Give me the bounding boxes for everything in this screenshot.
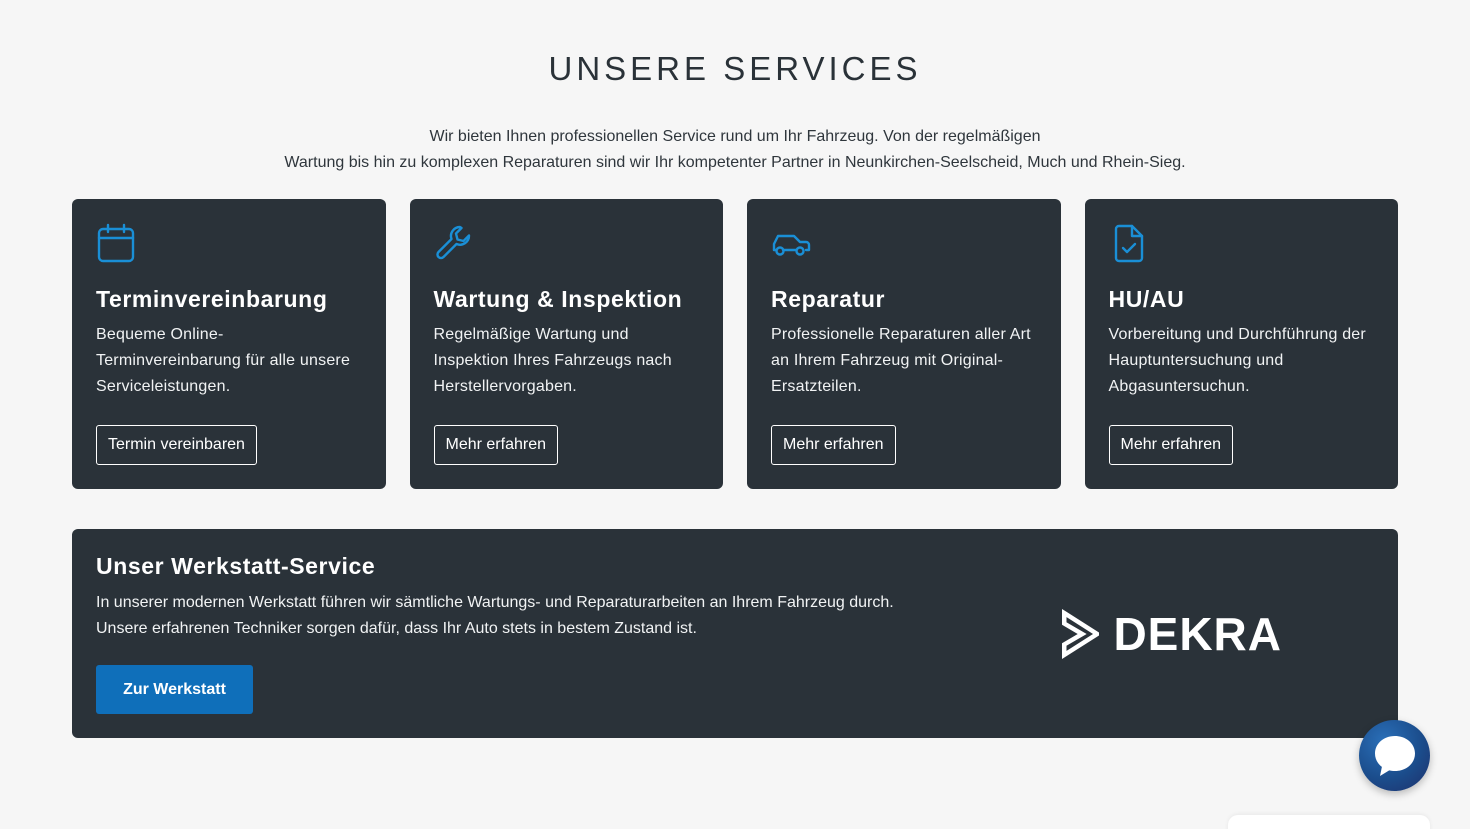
card-text: Vorbereitung und Durchführung der Hauptuntersuchung und Abgasuntersuchun. xyxy=(1108,326,1366,395)
corner-widget-panel xyxy=(1228,815,1430,829)
section-title: UNSERE SERVICES xyxy=(548,50,922,87)
card-text: Bequeme Online-Terminvereinbarung für alle unsere Serviceleistungen. xyxy=(96,326,351,395)
service-cards xyxy=(72,199,1398,489)
card-text: Professionelle Reparaturen aller Art an Ihrem Fahrzeug mit Original-Ersatzteilen. xyxy=(771,326,1031,395)
service-card-reparatur xyxy=(747,199,1061,489)
dekra-wordmark: DEKRA xyxy=(1113,608,1282,660)
section-intro xyxy=(0,124,1470,176)
document-check-icon xyxy=(1109,223,1149,263)
service-card-wartung xyxy=(410,199,724,489)
termin-vereinbaren-button[interactable]: Termin vereinbaren xyxy=(96,425,257,465)
intro-line-2: Wartung bis hin zu komplexen Reparaturen sind wir Ihr kompetenter Partner in Neunkirchen-Seelscheid, Much und Rhein-Sieg. xyxy=(284,154,1186,171)
workshop-text: In unserer modernen Werkstatt führen wir sämtliche Wartungs- und Reparaturarbeiten an Ihrem Fahrzeug durch. Unsere erfahrenen Techniker sorgen dafür, dass Ihr Auto stets in bestem Zustand ist. xyxy=(96,594,894,637)
car-icon xyxy=(771,223,811,263)
mehr-erfahren-button[interactable]: Mehr erfahren xyxy=(771,425,896,465)
dekra-logo xyxy=(1062,603,1282,665)
card-title: Wartung & Inspektion xyxy=(433,286,683,312)
chat-button[interactable] xyxy=(1359,720,1430,791)
dekra-mark-icon xyxy=(1062,604,1099,664)
intro-line-1: Wir bieten Ihnen professionellen Service rund um Ihr Fahrzeug. Von der regelmäßigen xyxy=(429,128,1041,145)
mehr-erfahren-button[interactable]: Mehr erfahren xyxy=(1109,425,1234,465)
chat-bubble-icon xyxy=(1370,731,1420,781)
card-title: Terminvereinbarung xyxy=(96,286,328,312)
service-card-hu-au xyxy=(1085,199,1399,489)
card-title: Reparatur xyxy=(771,286,886,312)
zur-werkstatt-button[interactable]: Zur Werkstatt xyxy=(96,665,253,714)
service-card-terminvereinbarung xyxy=(72,199,386,489)
mehr-erfahren-button[interactable]: Mehr erfahren xyxy=(434,425,559,465)
card-text: Regelmäßige Wartung und Inspektion Ihres Fahrzeugs nach Herstellervorgaben. xyxy=(433,326,672,395)
calendar-icon xyxy=(96,223,136,263)
workshop-title: Unser Werkstatt-Service xyxy=(96,553,376,579)
wrench-icon xyxy=(434,223,474,263)
card-title: HU/AU xyxy=(1108,286,1185,312)
workshop-panel xyxy=(72,529,1398,738)
